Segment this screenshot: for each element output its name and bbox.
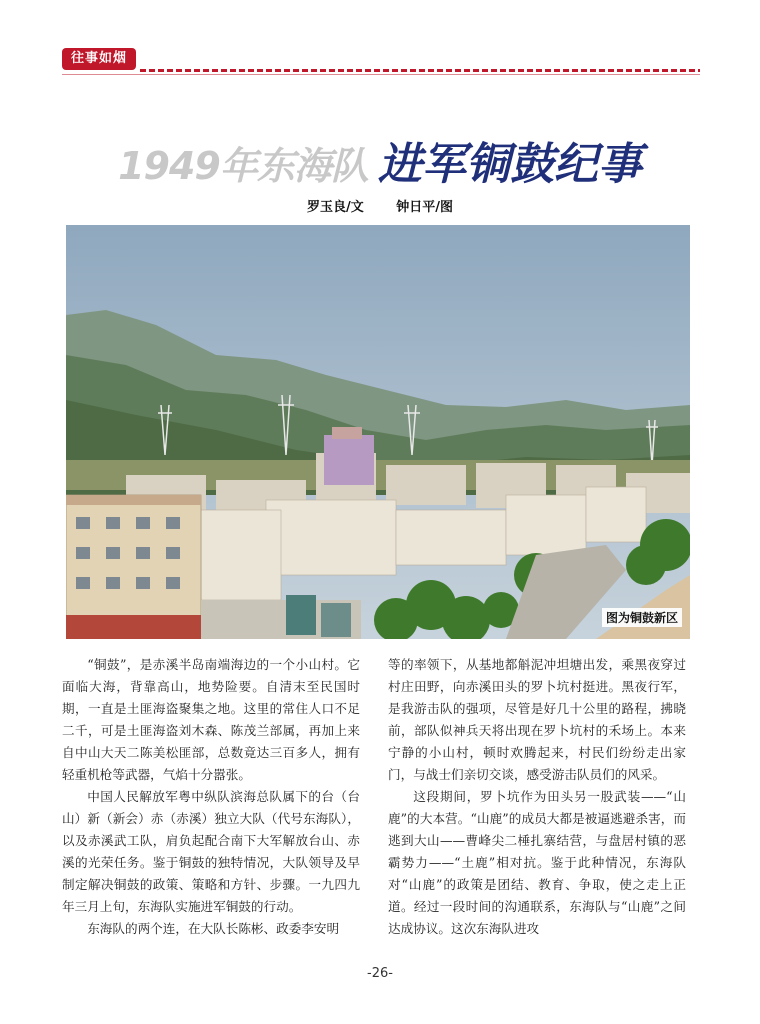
paragraph: “铜鼓”，是赤溪半岛南端海边的一个小山村。它面临大海，背靠高山，地势险要。自清末至民国时期，一直是土匪海盗聚集之地。这里的常住人口不足二千，可是土匪海盗刘木森、陈茂兰部属，再加上来自中山大天二陈美松匪部，总数竟达三百多人，拥有轻重机枪等武器，气焰十分嚣张。 [62,657,360,782]
photo-caption: 图为铜鼓新区 [602,608,682,627]
paragraph: 中国人民解放军粤中纵队滨海总队属下的台（台山）新（新会）赤（赤溪）独立大队（代号东海队），以及赤溪武工队，肩负起配合南下大军解放台山、赤溪的光荣任务。鉴于铜鼓的独特情况，大队领导及早制定解决铜鼓的政策、策略和方针、步骤。一九四九年三月上旬，东海队实施进军铜鼓的行动。 [62,789,360,914]
paragraph: 东海队的两个连，在大队长陈彬、政委李安明 [87,921,340,936]
photographer: 钟日平/图 [396,200,454,215]
left-column [62,654,360,940]
paragraph: 这段期间，罗卜坑作为田头另一股武装——“山鹿”的大本营。“山鹿”的成员大都是被逼逃避杀害，而逃到大山——曹峰尖二棰扎寨结营，与盘居村镇的恶霸势力——“土鹿”相对抗。鉴于此种情况，东海队对“山鹿”的政策是团结、教育、争取，使之走上正道。经过一段时间的沟通联系，东海队与“山鹿”之间达成协议。这次东海队进攻 [388,789,686,936]
title-prefix: 1949年东海队 [118,144,368,188]
byline [0,196,760,215]
page-number: -26- [367,966,393,981]
town-landscape-image [66,225,690,639]
title-main: 进军铜鼓纪事 [377,139,642,190]
right-column [388,654,686,940]
column-tag: 往事如烟 [62,48,136,70]
header-rule [62,74,700,75]
article-photo [66,225,690,639]
paragraph: 等的率领下，从基地都斛泥冲坦塘出发，乘黑夜穿过村庄田野，向赤溪田头的罗卜坑村挺进。黑夜行军，是我游击队的强项，尽管是好几十公里的路程，拂晓前，部队似神兵天将出现在罗卜坑村的禾场上。本来宁静的小山村，顿时欢腾起来，村民们纷纷走出家门，与战士们亲切交谈，感受游击队员们的风采。 [388,657,686,782]
author: 罗玉良/文 [306,200,364,215]
article-title [0,128,760,192]
header-dotted-rule [140,69,700,72]
